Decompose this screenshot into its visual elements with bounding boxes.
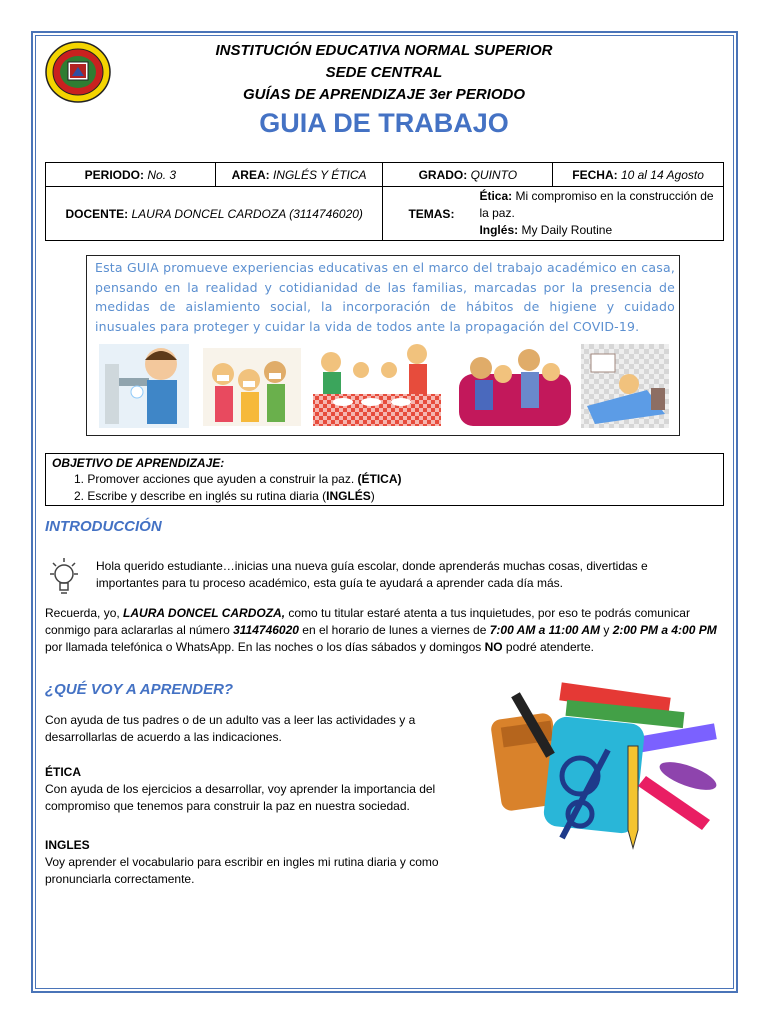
grado-cell: GRADO: QUINTO <box>383 163 553 187</box>
objetivo-title: OBJETIVO DE APRENDIZAJE: <box>52 456 225 470</box>
info-table <box>45 162 724 241</box>
guia-intro-box <box>86 255 680 436</box>
lightbulb-icon <box>45 556 83 596</box>
etica-heading: ÉTICA <box>45 765 81 779</box>
temas-value: Ética: Mi compromiso en la construcción de la paz. Inglés: My Daily Routine <box>479 189 714 237</box>
introduccion-heading: INTRODUCCIÓN <box>45 518 162 535</box>
periodo-cell: PERIODO: No. 3 <box>46 163 216 187</box>
guia-intro-text: Esta GUIA promueve experiencias educativas en el marco del trabajo académico en casa, pensando en la realidad y cotidianidad de las familias, marcadas por la presencia de medidas de aislamiento social, la incorporación de hábitos de higiene y cuidado inusuales para proteger y cuidar la vida de todos ante la propagación del COVID-19. <box>95 260 675 334</box>
ingles-text: Voy aprender el vocabulario para escribir en ingles mi rutina diaria y como pronunciarla correctamente. <box>45 855 439 886</box>
campus-name: SEDE CENTRAL <box>325 64 443 81</box>
hola-paragraph: Hola querido estudiante…inicias una nueva guía escolar, donde aprenderás muchas cosas, divertidas e importantes para tu proceso académico, esta guía te ayudará a aprender cada día más. <box>96 559 648 590</box>
docente-cell: DOCENTE: LAURA DONCEL CARDOZA (3114746020) <box>46 187 383 241</box>
objetivo-item-2: 2. Escribe y describe en inglés su rutina diaria (INGLÉS) <box>74 489 375 503</box>
guide-period: GUÍAS DE APRENDIZAJE 3er PERIODO <box>242 86 525 103</box>
recuerda-paragraph: Recuerda, yo, LAURA DONCEL CARDOZA, como tu titular estaré atenta a tus inquietudes, por eso te podrás comunicar conmigo para aclararlas al número 3114746020 en el horario de lunes a viernes de 7:00 AM a 11:00 AM y 2:00 PM a 4:00 PM por llamada telefónica o WhatsApp. En las noches o los días sábados y domingos NO podré atenderte. <box>45 606 717 654</box>
area-cell: AREA: INGLÉS Y ÉTICA <box>215 163 383 187</box>
ingles-heading: INGLES <box>45 838 90 852</box>
hygiene-family-illustrations <box>99 344 669 428</box>
objetivo-item-1: 1. Promover acciones que ayuden a construir la paz. (ÉTICA) <box>74 472 402 486</box>
aprender-intro: Con ayuda de tus padres o de un adulto vas a leer las actividades y a desarrollarlas de acuerdo a las indicaciones. <box>45 713 416 744</box>
school-seal-icon <box>44 40 112 104</box>
page-title: GUIA DE TRABAJO <box>259 108 509 138</box>
temas-label: TEMAS: <box>408 206 455 221</box>
school-supplies-illustration <box>488 680 723 860</box>
temas-cell <box>383 187 724 241</box>
institution-name: INSTITUCIÓN EDUCATIVA NORMAL SUPERIOR <box>215 42 553 59</box>
fecha-cell: FECHA: 10 al 14 Agosto <box>553 163 724 187</box>
etica-text: Con ayuda de los ejercicios a desarrollar, voy aprender la importancia del compromiso que tenemos para construir la paz en nuestra sociedad. <box>45 782 436 813</box>
objetivo-box <box>45 453 724 506</box>
aprender-heading: ¿QUÉ VOY A APRENDER? <box>45 681 234 698</box>
